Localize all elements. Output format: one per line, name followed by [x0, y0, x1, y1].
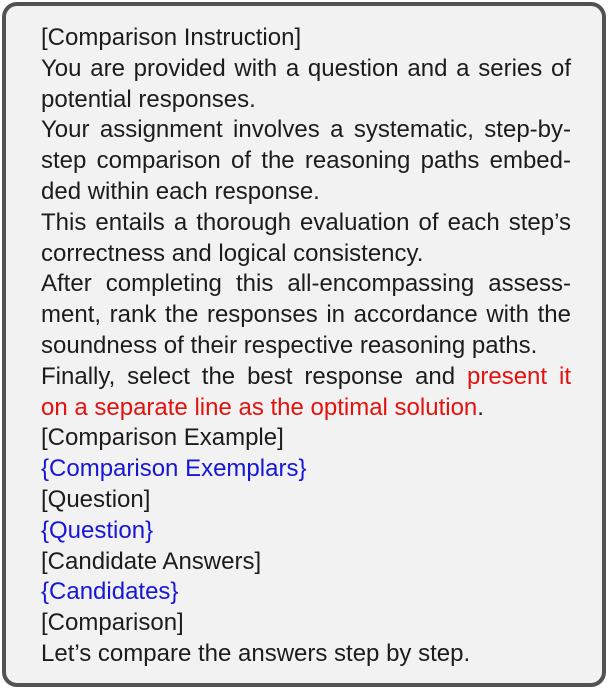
text-segment: {Comparison Exemplars} [41, 455, 307, 483]
prompt-line [41, 608, 571, 639]
text-segment: potential responses. [41, 85, 256, 113]
text-segment: . [477, 393, 484, 421]
text-segment: [Comparison] [41, 609, 184, 637]
text-segment: This entails a thorough evaluation of each step’s [41, 208, 571, 236]
text-segment: [Question] [41, 485, 151, 513]
text-segment: [Candidate Answers] [41, 547, 262, 575]
prompt-line [41, 639, 571, 670]
prompt-line [41, 85, 571, 116]
prompt-line [41, 485, 571, 516]
comparison-prompt-card [2, 2, 606, 687]
prompt-line [41, 239, 571, 270]
prompt-text-block [6, 6, 602, 670]
text-segment: soundness of their respective reasoning paths. [41, 331, 538, 359]
prompt-line [41, 269, 571, 300]
prompt-line [41, 454, 571, 485]
prompt-line [41, 577, 571, 608]
prompt-line [41, 331, 571, 362]
text-segment: correctness and logical consistency. [41, 239, 424, 267]
text-segment: ded within each response. [41, 177, 320, 205]
prompt-line [41, 146, 571, 177]
text-segment: [Comparison Example] [41, 424, 284, 452]
text-segment: Your assignment involves a systematic, step-by- [41, 116, 571, 144]
text-segment: Let’s compare the answers step by step. [41, 639, 471, 667]
text-segment: ment, rank the responses in accordance with the [41, 301, 571, 329]
text-segment: present it [467, 362, 571, 390]
prompt-line [41, 208, 571, 239]
text-segment: {Question} [41, 516, 154, 544]
prompt-line [41, 516, 571, 547]
prompt-line [41, 393, 571, 424]
text-segment: You are provided with a question and a series of [41, 54, 571, 82]
prompt-line [41, 300, 571, 331]
prompt-line [41, 423, 571, 454]
prompt-line [41, 177, 571, 208]
prompt-line [41, 362, 571, 393]
prompt-line [41, 54, 571, 85]
text-segment: Finally, select the best response and [41, 362, 468, 390]
prompt-line [41, 115, 571, 146]
text-segment: step comparison of the reasoning paths embed- [41, 147, 571, 175]
text-segment: on a separate line as the optimal solution [41, 393, 478, 421]
text-segment: {Candidates} [41, 578, 179, 606]
text-segment: [Comparison Instruction] [41, 24, 302, 51]
text-segment: After completing this all-encompassing assess- [41, 270, 571, 298]
prompt-line [41, 547, 571, 578]
prompt-line [41, 23, 571, 54]
